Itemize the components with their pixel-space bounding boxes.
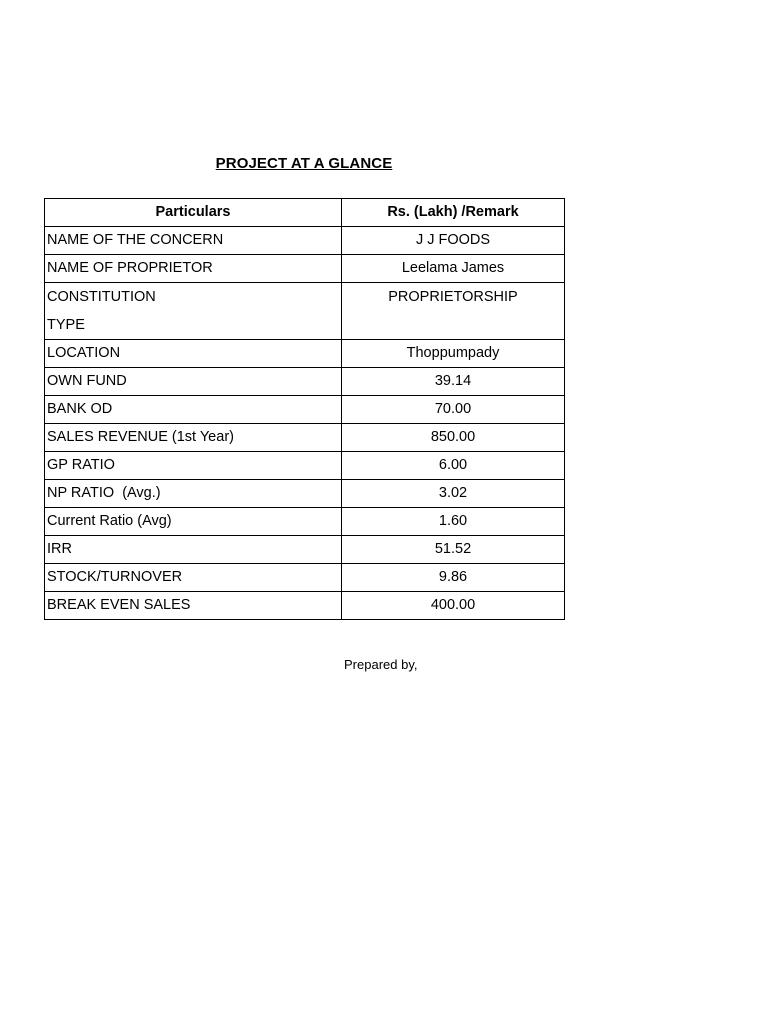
row-value: 51.52 bbox=[342, 536, 565, 564]
row-label: OWN FUND bbox=[45, 368, 342, 396]
row-value: 850.00 bbox=[342, 424, 565, 452]
table-header-row bbox=[45, 199, 565, 227]
row-value: PROPRIETORSHIP bbox=[342, 283, 565, 340]
table-row bbox=[45, 227, 565, 255]
row-label: BANK OD bbox=[45, 396, 342, 424]
row-label: NAME OF PROPRIETOR bbox=[45, 255, 342, 283]
table-row bbox=[45, 340, 565, 368]
row-label-line1: CONSTITUTION bbox=[47, 289, 156, 305]
page-title: PROJECT AT A GLANCE bbox=[215, 155, 393, 172]
row-label bbox=[45, 283, 342, 340]
row-label: SALES REVENUE (1st Year) bbox=[45, 424, 342, 452]
prepared-by-label: Prepared by, bbox=[344, 657, 418, 672]
row-label: STOCK/TURNOVER bbox=[45, 564, 342, 592]
row-value: 3.02 bbox=[342, 480, 565, 508]
table-row bbox=[45, 396, 565, 424]
row-label: IRR bbox=[45, 536, 342, 564]
row-label: BREAK EVEN SALES bbox=[45, 592, 342, 620]
row-value: 1.60 bbox=[342, 508, 565, 536]
header-remark: Rs. (Lakh) /Remark bbox=[342, 199, 565, 227]
row-label-line2: TYPE bbox=[47, 317, 85, 333]
table-row bbox=[45, 368, 565, 396]
row-value: 9.86 bbox=[342, 564, 565, 592]
table-row bbox=[45, 536, 565, 564]
row-value: J J FOODS bbox=[342, 227, 565, 255]
row-label: NAME OF THE CONCERN bbox=[45, 227, 342, 255]
row-label: Current Ratio (Avg) bbox=[45, 508, 342, 536]
table-row bbox=[45, 424, 565, 452]
row-label: NP RATIO (Avg.) bbox=[45, 480, 342, 508]
table-row bbox=[45, 564, 565, 592]
row-value: 6.00 bbox=[342, 452, 565, 480]
row-value: 400.00 bbox=[342, 592, 565, 620]
row-value: 70.00 bbox=[342, 396, 565, 424]
row-value: 39.14 bbox=[342, 368, 565, 396]
table-row bbox=[45, 255, 565, 283]
table-row bbox=[45, 452, 565, 480]
table-row bbox=[45, 283, 565, 340]
row-label: LOCATION bbox=[45, 340, 342, 368]
project-summary-table bbox=[44, 198, 565, 620]
row-label: GP RATIO bbox=[45, 452, 342, 480]
table-row bbox=[45, 508, 565, 536]
row-value: Leelama James bbox=[342, 255, 565, 283]
header-particulars: Particulars bbox=[45, 199, 342, 227]
table-row bbox=[45, 480, 565, 508]
row-value: Thoppumpady bbox=[342, 340, 565, 368]
table-row bbox=[45, 592, 565, 620]
